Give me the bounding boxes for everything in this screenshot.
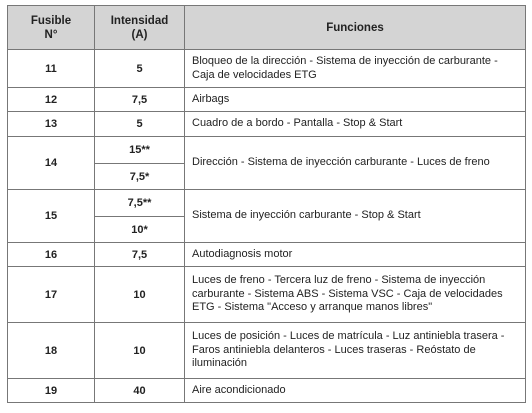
fuse-number: 18 — [8, 323, 95, 379]
fuse-amperage: 7,5 — [95, 88, 185, 112]
header-fusible — [8, 6, 95, 50]
fuse-number: 17 — [8, 267, 95, 323]
header-fusible-line2: N° — [44, 28, 58, 41]
fuse-function: Sistema de inyección carburante - Stop & Start — [185, 190, 526, 243]
fuse-function: Cuadro de a bordo - Pantalla - Stop & Start — [185, 112, 526, 137]
table-row — [8, 379, 526, 403]
header-intensidad — [95, 6, 185, 50]
fuse-amperage: 7,5** — [95, 190, 185, 217]
header-funciones: Funciones — [185, 6, 526, 50]
fuse-amperage: 7,5 — [95, 243, 185, 267]
table-row — [8, 88, 526, 112]
fuse-number: 13 — [8, 112, 95, 137]
fuse-amperage: 10* — [95, 217, 185, 243]
header-intensidad-line1: Intensidad — [110, 14, 169, 27]
fuse-amperage: 10 — [95, 323, 185, 379]
table-row — [8, 267, 526, 323]
table-row — [8, 50, 526, 88]
fuse-function: Autodiagnosis motor — [185, 243, 526, 267]
fuse-table — [7, 5, 526, 403]
fuse-amperage: 7,5* — [95, 164, 185, 190]
fuse-number: 14 — [8, 137, 95, 190]
fuse-amperage: 5 — [95, 50, 185, 88]
fuse-function: Dirección - Sistema de inyección carburante - Luces de freno — [185, 137, 526, 190]
fuse-number: 19 — [8, 379, 95, 403]
header-intensidad-line2: (A) — [131, 28, 148, 41]
table-row — [8, 190, 526, 217]
fuse-amperage: 5 — [95, 112, 185, 137]
fuse-amperage: 40 — [95, 379, 185, 403]
fuse-number: 16 — [8, 243, 95, 267]
header-fusible-line1: Fusible — [30, 14, 72, 27]
table-row — [8, 137, 526, 164]
fuse-function: Bloqueo de la dirección - Sistema de inyección de carburante - Caja de velocidades ETG — [185, 50, 526, 88]
fuse-function: Luces de freno - Tercera luz de freno - Sistema de inyección carburante - Sistema ABS - Sistema VSC - Caja de velocidades ETG - Sistema "Acceso y arranque manos libres" — [185, 267, 526, 323]
table-row — [8, 323, 526, 379]
fuse-function: Aire acondicionado — [185, 379, 526, 403]
table-row — [8, 112, 526, 137]
fuse-number: 12 — [8, 88, 95, 112]
table-header-row — [8, 6, 526, 50]
fuse-function: Luces de posición - Luces de matrícula - Luz antiniebla trasera - Faros antiniebla delanteros - Luces traseras - Reóstato de iluminación — [185, 323, 526, 379]
fuse-function: Airbags — [185, 88, 526, 112]
fuse-number: 11 — [8, 50, 95, 88]
table-row — [8, 243, 526, 267]
fuse-amperage: 15** — [95, 137, 185, 164]
fuse-amperage: 10 — [95, 267, 185, 323]
fuse-number: 15 — [8, 190, 95, 243]
